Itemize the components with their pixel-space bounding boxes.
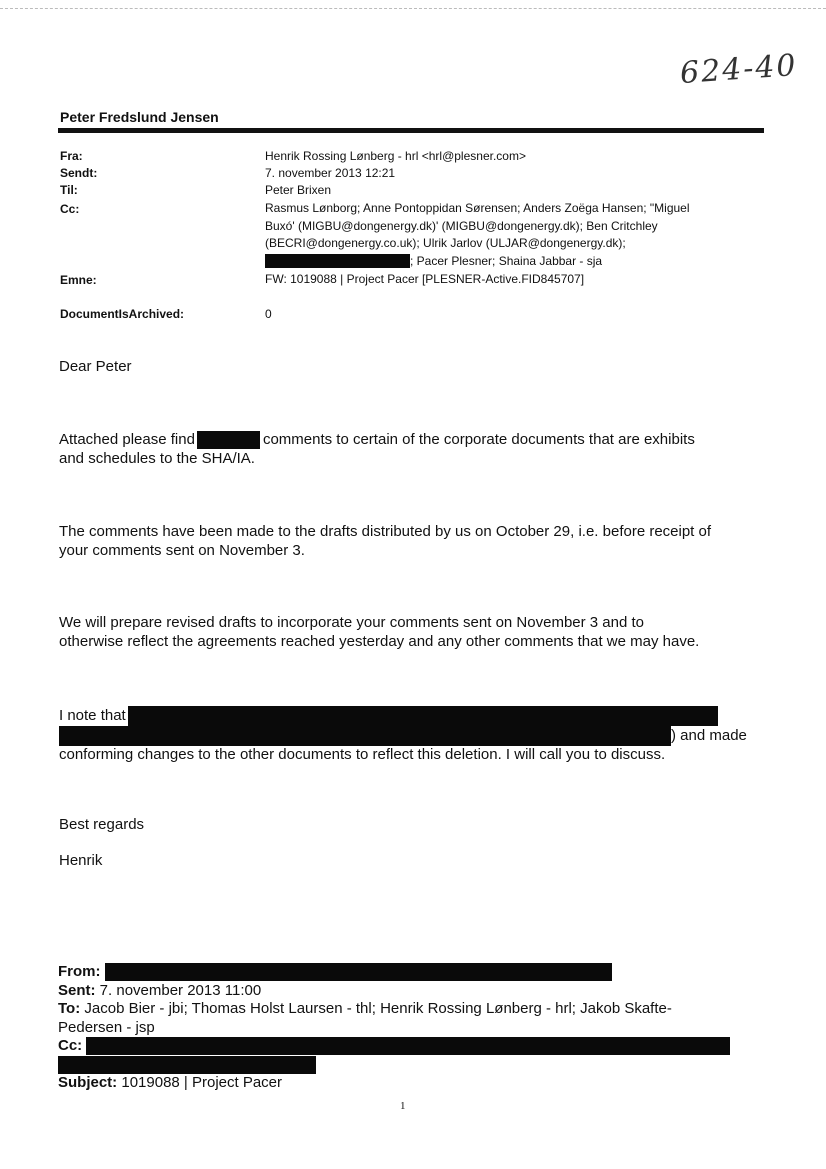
fwd-subject-line: [58, 1074, 764, 1093]
p1-start: Attached please find: [59, 431, 195, 448]
redaction-block: [128, 706, 718, 726]
p1-end: comments to certain of the corporate documents that are exhibits: [262, 431, 695, 448]
subject-value: FW: 1019088 | Project Pacer [PLESNER-Active.FID845707]: [265, 272, 585, 286]
archived-value: 0: [265, 307, 272, 321]
cc-line: Buxó' (MIGBU@dongenergy.dk)' (MIGBU@dongenergy.dk); Ben Critchley: [265, 218, 658, 233]
redaction-block: [58, 1056, 316, 1074]
from-value: Henrik Rossing Lønberg - hrl <hrl@plesner.com>: [265, 149, 526, 163]
fwd-from-line: [58, 963, 764, 982]
paragraph-revised: [59, 614, 764, 651]
closing: Best regards: [59, 816, 145, 833]
handwritten-note: 624-40: [678, 47, 799, 92]
signature: Henrik: [59, 852, 103, 869]
paragraph-note: [59, 706, 764, 765]
to-value: Peter Brixen: [265, 183, 332, 197]
paragraph-drafts: [59, 523, 764, 560]
redaction-block: [197, 431, 260, 449]
fwd-to-value-cont: Pedersen - jsp: [58, 1018, 155, 1036]
cc-label: Cc:: [60, 202, 80, 216]
mailbox-owner-name: Peter Fredslund Jensen: [60, 109, 219, 125]
redaction-block: [265, 254, 410, 268]
sent-label: Sendt:: [60, 166, 98, 180]
cc-line: Rasmus Lønborg; Anne Pontoppidan Sørensen; Anders Zoëga Hansen; "Miguel: [265, 201, 690, 215]
p3-line2: otherwise reflect the agreements reached yesterday and any other comments that we may have.: [59, 632, 700, 650]
sent-value: 7. november 2013 12:21: [265, 166, 396, 180]
fwd-sent-value: 7. november 2013 11:00: [99, 981, 262, 999]
fwd-to-label: To:: [58, 1000, 81, 1017]
fwd-from-label: From:: [58, 963, 101, 980]
header-divider: [58, 128, 764, 133]
fwd-sent-label: Sent:: [58, 981, 96, 999]
greeting: Dear Peter: [59, 358, 132, 375]
cc-value: [265, 200, 765, 270]
cc-line: [265, 253, 765, 271]
fwd-subject-label: Subject:: [58, 1074, 118, 1091]
p2-line1: The comments have been made to the drafts distributed by us on October 29, i.e. before receipt of: [59, 523, 712, 540]
fwd-cc-label: Cc:: [58, 1037, 83, 1054]
p4-mid: ) and made: [671, 726, 747, 744]
p3-line1: We will prepare revised drafts to incorporate your comments sent on November 3 and to: [59, 614, 644, 631]
fwd-cc-cont: [58, 1056, 764, 1075]
from-label: Fra:: [60, 149, 83, 163]
fwd-to-line: [58, 1000, 764, 1019]
subject-label: Emne:: [60, 273, 97, 287]
scan-top-edge: [0, 8, 826, 9]
redaction-block: [105, 963, 612, 981]
fwd-subject-value: 1019088 | Project Pacer: [121, 1074, 283, 1091]
redaction-block: [86, 1037, 730, 1055]
fwd-sent-line: [58, 982, 764, 1001]
page-number: 1: [400, 1100, 406, 1112]
cc-line: (BECRI@dongenergy.co.uk); Ulrik Jarlov (ULJAR@dongenergy.dk);: [265, 236, 626, 250]
p1-line2: and schedules to the SHA/IA.: [59, 449, 255, 467]
archived-label: DocumentIsArchived:: [60, 307, 185, 321]
redaction-block: [59, 726, 671, 746]
p4-line3: conforming changes to the other documents to reflect this deletion. I will call you to discuss.: [59, 746, 666, 763]
p4-start: I note that: [59, 706, 126, 724]
paragraph-attachments: [59, 431, 764, 468]
cc-line-tail: ; Pacer Plesner; Shaina Jabbar - sja: [410, 253, 603, 268]
fwd-to-value: Jacob Bier - jbi; Thomas Holst Laursen - thl; Henrik Rossing Lønberg - hrl; Jakob Skafte-: [84, 1000, 672, 1017]
to-label: Til:: [60, 183, 78, 197]
p2-line2: your comments sent on November 3.: [59, 541, 305, 559]
fwd-cc-line: [58, 1037, 764, 1056]
forwarded-header: [58, 963, 764, 1093]
